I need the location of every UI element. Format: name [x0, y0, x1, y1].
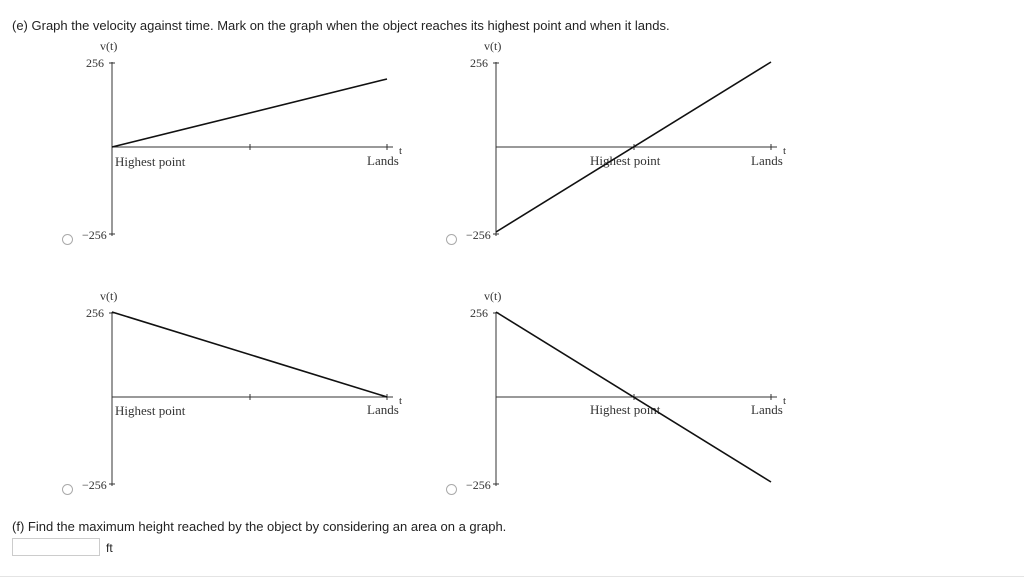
option-2-highest-point-label: Highest point [590, 153, 661, 168]
option-4-x-axis-label: t [783, 395, 787, 407]
option-2-x-axis-label: t [783, 145, 787, 157]
option-1-x-axis-label: t [399, 145, 403, 157]
option-2-y-min-label: −256 [466, 228, 491, 242]
bottom-divider [0, 576, 1024, 577]
option-4-graph [454, 286, 814, 498]
part-e-question: (e) Graph the velocity against time. Mark on the graph when the object reaches its highest point and when it lands. [12, 18, 670, 33]
option-4-y-axis-label: v(t) [484, 289, 502, 303]
option-3-lands-label: Lands [367, 402, 399, 417]
option-1-velocity-line [112, 79, 387, 147]
option-1-y-min-label: −256 [82, 228, 107, 242]
option-2-y-max-label: 256 [470, 56, 488, 70]
part-f-question: (f) Find the maximum height reached by the object by considering an area on a graph. [12, 519, 507, 534]
option-1-lands-label: Lands [367, 153, 399, 168]
max-height-input[interactable] [12, 538, 100, 556]
option-1-y-axis-label: v(t) [100, 39, 118, 53]
option-3-y-min-label: −256 [82, 478, 107, 492]
unit-label: ft [106, 541, 113, 555]
option-4-y-min-label: −256 [466, 478, 491, 492]
option-2-lands-label: Lands [751, 153, 783, 168]
option-3-y-max-label: 256 [86, 306, 104, 320]
option-4-lands-label: Lands [751, 402, 783, 417]
option-4-highest-point-label: Highest point [590, 402, 661, 417]
option-3-y-axis-label: v(t) [100, 289, 118, 303]
option-3-highest-point-label: Highest point [115, 403, 186, 418]
option-1-graph [70, 36, 430, 248]
option-4-y-max-label: 256 [470, 306, 488, 320]
option-2-y-axis-label: v(t) [484, 39, 502, 53]
option-2-graph [454, 36, 814, 248]
option-1-highest-point-label: Highest point [115, 154, 186, 169]
option-1-y-max-label: 256 [86, 56, 104, 70]
option-3-graph [70, 286, 430, 498]
option-3-velocity-line [112, 312, 387, 397]
option-3-x-axis-label: t [399, 395, 403, 407]
